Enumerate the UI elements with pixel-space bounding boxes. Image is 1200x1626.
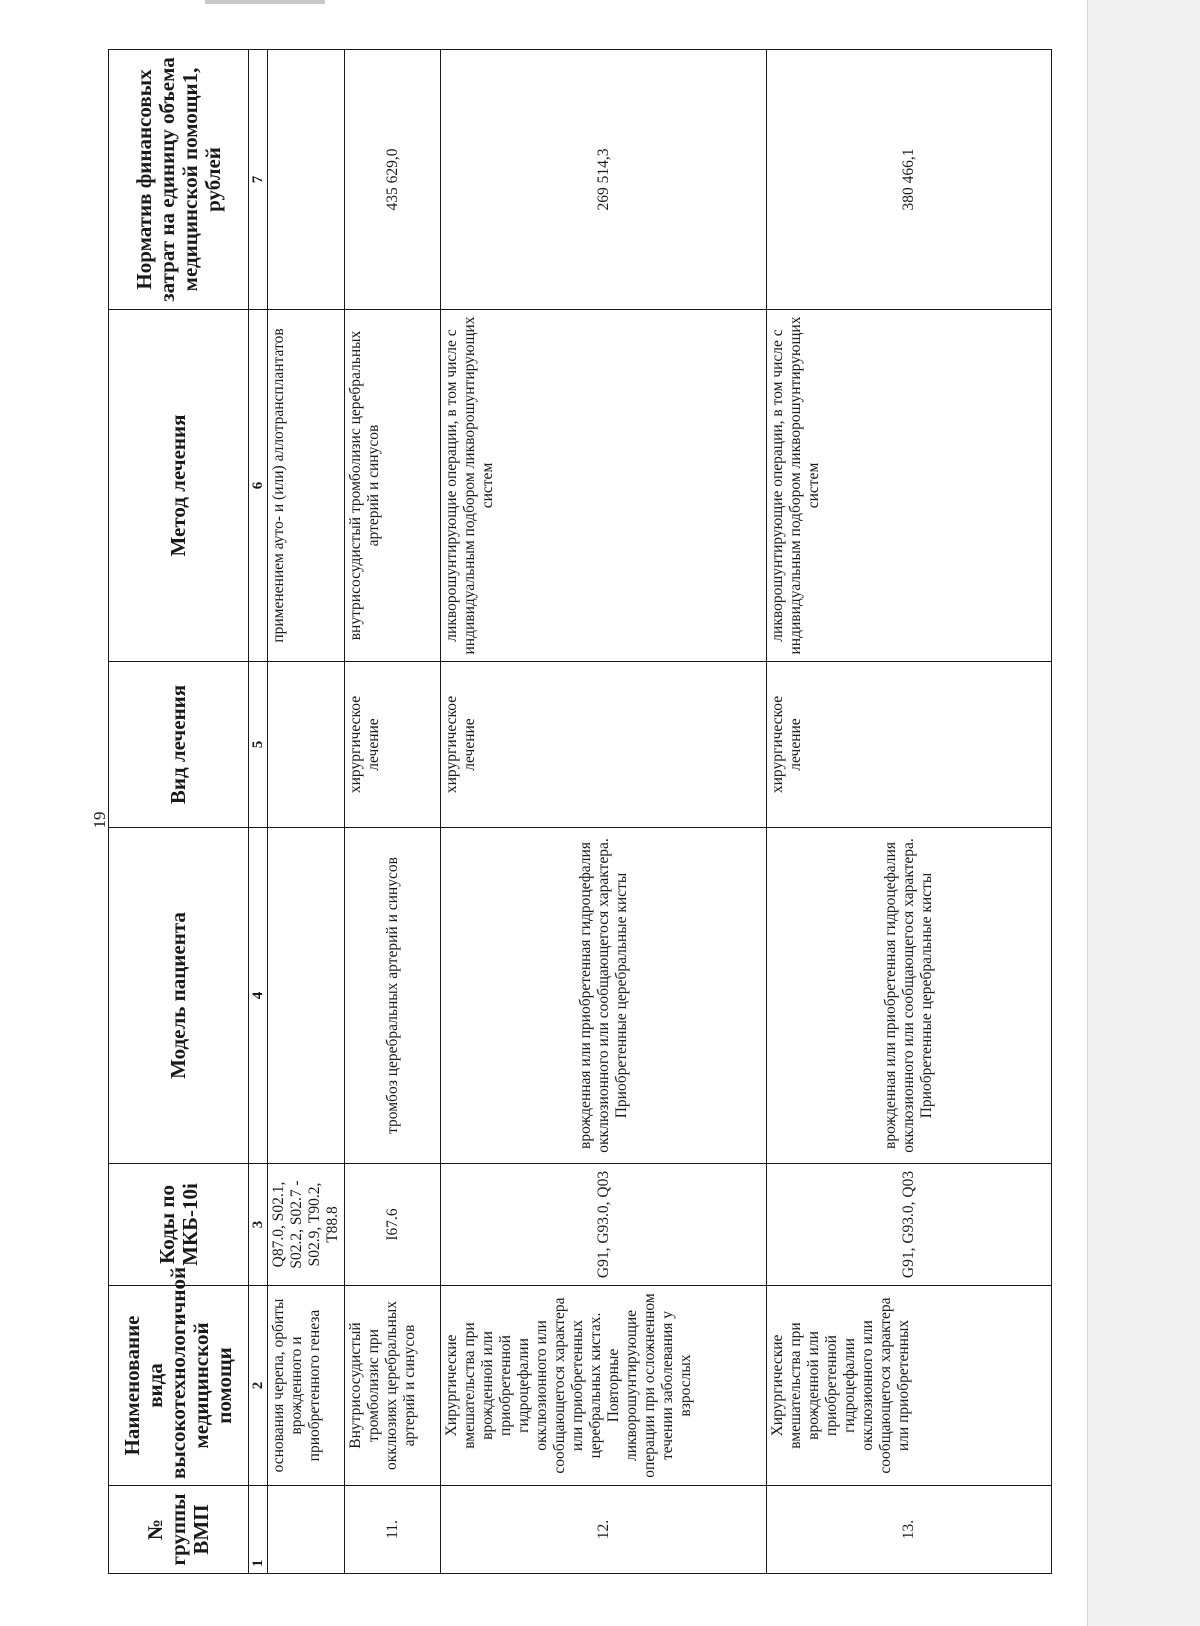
cell-method: ликворошунтирующие операции, в том числе с индивидуальным подбором ликворошунтирующих систем: [441, 310, 767, 662]
column-number: 6: [249, 310, 268, 662]
cell-type: хирургическое лечение: [767, 662, 1052, 828]
header-row: [109, 50, 249, 1574]
rotated-page: [108, 50, 1052, 1574]
cell-model: врожденная или приобретенная гидроцефалия окклюзионного или сообщающегося характера. Приобретенные церебральные кисты: [441, 828, 767, 1164]
cell-cost: [268, 50, 345, 310]
cell-codes: Q87.0, S02.1, S02.2, S02.7 - S02.9, T90.2, T88.8: [268, 1164, 345, 1286]
cell-cost: 269 514,3: [441, 50, 767, 310]
table-row: [767, 50, 1052, 1574]
page-right-margin: [1087, 0, 1200, 1626]
cell-type: хирургическое лечение: [345, 662, 441, 828]
table-row: [441, 50, 767, 1574]
header-method: Метод лечения: [109, 310, 249, 662]
cell-method: применением ауто- и (или) аллотрансплантатов: [268, 310, 345, 662]
column-number: 3: [249, 1164, 268, 1286]
table-row: [345, 50, 441, 1574]
header-name: Наименование вида высокотехнологичной медицинской помощи: [109, 1286, 249, 1486]
cell-model: тромбоз церебральных артерий и синусов: [345, 828, 441, 1164]
cell-codes: G91, G93.0, Q03: [441, 1164, 767, 1286]
cell-group: 11.: [345, 1486, 441, 1574]
column-number: 2: [249, 1286, 268, 1486]
cell-group: [268, 1486, 345, 1574]
cell-name: Хирургические вмешательства при врожденной или приобретенной гидроцефалии окклюзионного или сообщающегося характера или приобретенных: [767, 1286, 1052, 1486]
header-codes: Коды по МКБ-10i: [109, 1164, 249, 1286]
cell-cost: 435 629,0: [345, 50, 441, 310]
column-number: 1: [249, 1486, 268, 1574]
scan-artifact: [205, 0, 325, 4]
cell-codes: G91, G93.0, Q03: [767, 1164, 1052, 1286]
cell-type: хирургическое лечение: [441, 662, 767, 828]
header-type: Вид лечения: [109, 662, 249, 828]
cell-method: ликворошунтирующие операции, в том числе с индивидуальным подбором ликворошунтирующих систем: [767, 310, 1052, 662]
cell-type: [268, 662, 345, 828]
cell-model: врожденная или приобретенная гидроцефалия окклюзионного или сообщающегося характера. Приобретенные церебральные кисты: [767, 828, 1052, 1164]
header-group: № группы ВМП: [109, 1486, 249, 1574]
cell-model: [268, 828, 345, 1164]
cell-method: внутрисосудистый тромболизис церебральных артерий и синусов: [345, 310, 441, 662]
cell-codes: I67.6: [345, 1164, 441, 1286]
header-model: Модель пациента: [109, 828, 249, 1164]
cell-name: Внутрисосудистый тромболизис при окклюзиях церебральных артерий и синусов: [345, 1286, 441, 1486]
page-number: 19: [90, 811, 109, 829]
cell-name: Хирургические вмешательства при врожденной или приобретенной гидроцефалии окклюзионного или сообщающегося характера или приобретенных церебральных кистах. Повторные ликворошунтирующие операции при осложненном течении заболевания у взрослых: [441, 1286, 767, 1486]
column-number-row: [249, 50, 268, 1574]
cell-name: основания черепа, орбиты врожденного и приобретенного генеза: [268, 1286, 345, 1486]
header-cost: Норматив финансовых затрат на единицу объема медицинской помощи1, рублей: [109, 50, 249, 310]
column-number: 7: [249, 50, 268, 310]
column-number: 4: [249, 828, 268, 1164]
vmp-table: [108, 49, 1052, 1574]
cell-group: 12.: [441, 1486, 767, 1574]
table-row: [268, 50, 345, 1574]
cell-group: 13.: [767, 1486, 1052, 1574]
column-number: 5: [249, 662, 268, 828]
cell-cost: 380 466,1: [767, 50, 1052, 310]
